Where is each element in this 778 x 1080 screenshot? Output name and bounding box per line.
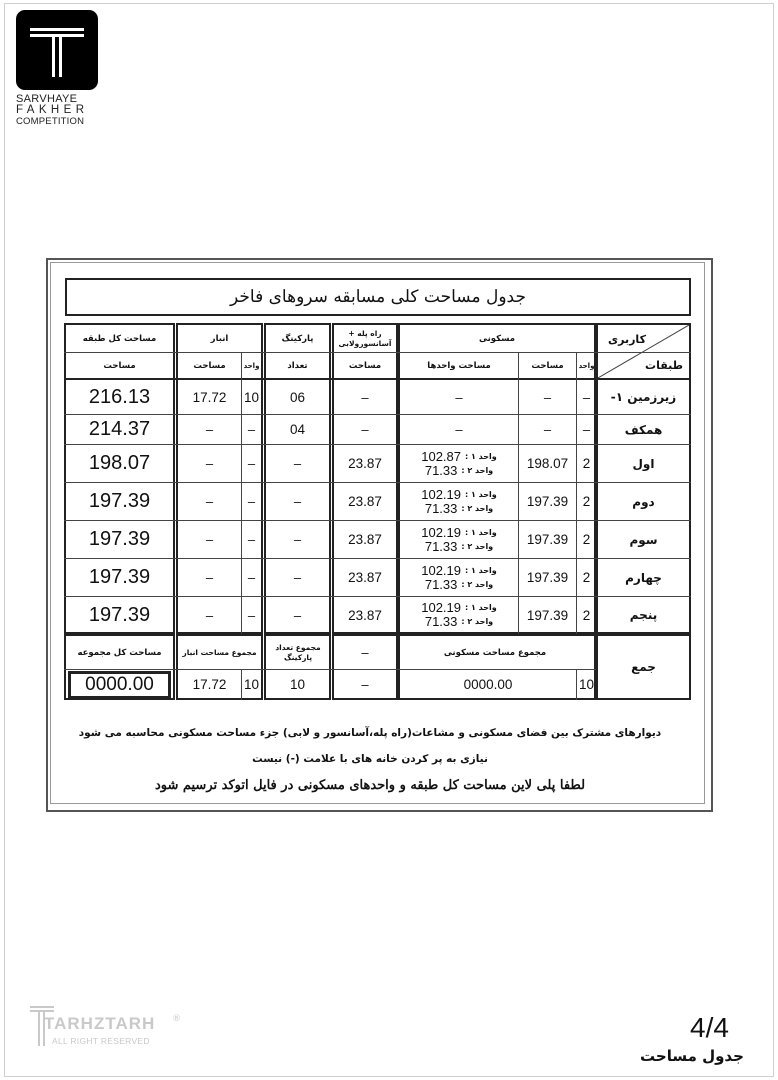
floor-name: همکف xyxy=(624,422,663,437)
storage-area: – xyxy=(205,422,214,437)
note-line-1: دیوارهای مشترک بین فضای مسکونی و مشاعات(راه پله،آسانسور و لابی) جزء مساحت مسکونی محاسبه می شود xyxy=(78,727,662,739)
res-area: – xyxy=(543,389,552,405)
res-unit-areas xyxy=(400,597,518,633)
floor-name: دوم xyxy=(632,494,655,509)
totals-grand-head: مساحت کل مجموعه xyxy=(77,647,162,658)
header-res-unit: واحد xyxy=(578,361,595,370)
floor-total-area: 197.39 xyxy=(88,566,151,588)
header-res-area: مساحت xyxy=(531,360,564,371)
competition-logo xyxy=(16,10,98,90)
header-res-unit-areas: مساحت واحدها xyxy=(427,360,491,371)
unit-1-area: 102.19 xyxy=(421,600,461,615)
floor-total-area: 198.07 xyxy=(88,452,151,474)
res-unit-areas: – xyxy=(455,389,463,405)
logo-line-1: SARVHAYE xyxy=(16,93,78,105)
header-stair: راه پله + آسانسورولابی xyxy=(338,328,392,348)
unit-1-label: واحد ۱ : xyxy=(465,565,497,575)
table-title: جدول مساحت کلی مسابقه سروهای فاخر xyxy=(230,287,526,307)
logo-line-3: COMPETITION xyxy=(16,116,85,127)
floor-name: چهارم xyxy=(625,570,662,585)
totals-storage-units: 10 xyxy=(243,677,260,692)
totals-storage-area: 17.72 xyxy=(192,677,227,692)
totals-res-units: 10 xyxy=(578,677,595,692)
parking-count: – xyxy=(293,532,302,547)
storage-area: – xyxy=(205,456,214,471)
unit-1-area: 102.19 xyxy=(421,486,461,502)
stair-area: 23.87 xyxy=(348,494,382,509)
table-title-box xyxy=(65,278,691,316)
header-storage: انبار xyxy=(210,333,229,344)
res-units: – xyxy=(582,389,591,405)
header-stair-area: مساحت xyxy=(348,360,382,371)
floor-total-area: 197.39 xyxy=(88,603,151,626)
res-unit-areas xyxy=(400,559,518,596)
header-residential: مسکونی xyxy=(479,333,515,344)
header-usage: کاربری xyxy=(608,332,646,346)
unit-2-area: 71.33 xyxy=(424,614,458,629)
totals-storage-head: مجموع مساحت انبار xyxy=(182,647,257,657)
stair-area: 23.87 xyxy=(348,532,382,547)
totals-label: جمع xyxy=(631,660,656,674)
storage-area: 17.72 xyxy=(192,389,227,405)
storage-units: – xyxy=(247,422,256,437)
header-floor-total-area: مساحت xyxy=(103,360,136,371)
header-floors: طبقات xyxy=(645,358,683,372)
sheet-title: جدول مساحت xyxy=(640,1047,744,1065)
floor-name: اول xyxy=(632,456,655,471)
header-storage-unit: واحد xyxy=(243,361,260,370)
unit-2-label: واحد ۲ : xyxy=(461,465,494,475)
parking-count: – xyxy=(293,494,302,509)
res-unit-areas xyxy=(400,445,518,482)
totals-parking-val: 10 xyxy=(289,677,306,692)
header-storage-area: مساحت xyxy=(193,360,226,371)
parking-count: – xyxy=(293,607,302,623)
res-area: 198.07 xyxy=(526,456,569,471)
res-area: 197.39 xyxy=(526,607,569,623)
parking-count: 06 xyxy=(289,389,306,405)
totals-stair-head: – xyxy=(361,645,369,660)
parking-count: – xyxy=(293,456,302,471)
unit-1-area: 102.19 xyxy=(421,524,461,540)
storage-area: – xyxy=(205,607,214,623)
storage-units: – xyxy=(247,570,256,585)
unit-1-label: واحد ۱ : xyxy=(465,451,497,461)
res-area: 197.39 xyxy=(526,532,569,547)
res-unit-areas xyxy=(400,521,518,558)
storage-area: – xyxy=(205,570,214,585)
unit-2-area: 71.33 xyxy=(424,462,458,478)
registered-mark: ® xyxy=(172,1014,181,1024)
unit-1-area: 102.87 xyxy=(421,448,461,464)
unit-2-label: واحد ۲ : xyxy=(461,579,494,589)
res-area: 197.39 xyxy=(526,570,569,585)
unit-1-label: واحد ۱ : xyxy=(465,489,497,499)
parking-count: – xyxy=(293,570,302,585)
pillar-icon xyxy=(16,10,98,90)
stair-area: 23.87 xyxy=(348,570,382,585)
res-units: 2 xyxy=(582,607,591,623)
totals-res-head: مجموع مساحت مسکونی xyxy=(443,647,547,658)
page-number: 4/4 xyxy=(690,1012,729,1043)
floor-total-area: 214.37 xyxy=(88,418,151,440)
res-unit-areas: – xyxy=(455,422,463,437)
logo-line-2: FAKHER xyxy=(16,104,89,116)
stair-area: 23.87 xyxy=(348,607,382,623)
header-parking-count: تعداد xyxy=(287,360,308,371)
res-area: 197.39 xyxy=(526,494,569,509)
totals-res-area: 0000.00 xyxy=(463,677,513,692)
note-line-3: لطفا پلی لاین مساحت کل طبقه و واحدهای مسکونی در فایل اتوکد ترسیم شود xyxy=(154,778,586,793)
unit-2-area: 71.33 xyxy=(424,538,458,554)
header-parking: پارکینگ xyxy=(281,333,314,344)
res-unit-areas xyxy=(400,483,518,520)
res-units: 2 xyxy=(582,570,591,585)
storage-units: – xyxy=(247,456,256,471)
res-units: 2 xyxy=(582,494,591,509)
storage-units: – xyxy=(247,607,256,623)
res-units: 2 xyxy=(582,456,591,471)
res-units: 2 xyxy=(582,532,591,547)
storage-units: – xyxy=(247,494,256,509)
storage-units: 10 xyxy=(243,389,260,405)
storage-units: – xyxy=(247,532,256,547)
floor-total-area: 216.13 xyxy=(88,385,151,408)
totals-parking-head: مجموع تعداد پارکینگ xyxy=(275,642,321,662)
watermark-text: TARHZTARH xyxy=(44,1014,156,1033)
unit-1-label: واحد ۱ : xyxy=(465,527,497,537)
floor-name: پنجم xyxy=(629,608,658,622)
stair-area: – xyxy=(361,389,369,405)
floor-total-area: 197.39 xyxy=(88,528,151,550)
stair-area: 23.87 xyxy=(348,456,382,471)
unit-2-area: 71.33 xyxy=(424,500,458,516)
unit-2-label: واحد ۲ : xyxy=(461,503,494,513)
unit-1-area: 102.19 xyxy=(421,562,461,578)
floor-name: سوم xyxy=(629,532,658,547)
header-floor-total: مساحت کل طبقه xyxy=(82,333,157,344)
stair-area: – xyxy=(361,422,369,437)
res-area: – xyxy=(543,422,552,437)
logo-text xyxy=(16,94,88,127)
unit-2-label: واحد ۲ : xyxy=(461,541,494,551)
floor-name: زیرزمین ۱- xyxy=(610,390,677,404)
watermark-subtext: ALL RIGHT RESERVED xyxy=(52,1036,150,1046)
parking-count: 04 xyxy=(289,422,306,437)
unit-1-label: واحد ۱ : xyxy=(465,603,497,612)
unit-2-label: واحد ۲ : xyxy=(461,617,494,626)
storage-area: – xyxy=(205,494,214,509)
totals-stair-val: – xyxy=(361,677,369,692)
note-line-2: نیازی به پر کردن خانه های با علامت (-) نیست xyxy=(252,753,488,765)
storage-area: – xyxy=(205,532,214,547)
res-units: – xyxy=(582,422,591,437)
grand-total-value: 0000.00 xyxy=(70,673,169,697)
floor-total-area: 197.39 xyxy=(88,490,151,512)
unit-2-area: 71.33 xyxy=(424,576,458,592)
